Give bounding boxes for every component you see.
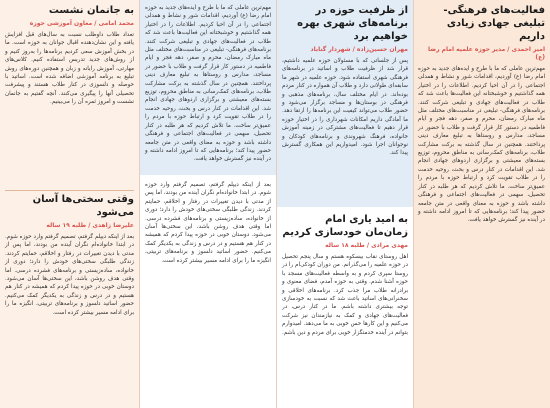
headline-cultural: فعالیت‌های فرهنگی- تبلیغی جهادی زیادی داریم <box>443 5 545 42</box>
section-rule <box>5 190 134 191</box>
byline-women: محمد امامی / معاون آموزشی حوزه <box>29 20 134 27</box>
column-divider <box>413 0 414 408</box>
column-divider <box>139 0 140 408</box>
byline-help: مهدی مرادی / طلبه ۱۸ ساله <box>325 242 408 249</box>
article-cultural <box>414 0 550 408</box>
article-hardship <box>0 184 139 408</box>
headline-women: به جانمان نشست <box>48 5 134 16</box>
column-divider <box>276 0 277 408</box>
headline-capacity: از ظرفیت حوزه در برنامه‌های شهری بهره خواهیم برد <box>297 5 408 42</box>
article-help-cont <box>140 177 276 408</box>
article-help <box>277 209 413 408</box>
body-capacity-cont: مهم‌ترین عاملی که ما با طرح و ایده‌های جدید به حوزه امام رضا (ع) آوردیم، اقدامات شور و نشاط و همدلی اجتماعی را در آن احیا کردیم. اطلاعات را در اختیار همه گذاشتیم و خوشبختانه این فعالیت‌ها باعث شد که طلاب در فعالیت‌های جهادی و تبلیغی شرکت کنند. برنامه‌های فرهنگی- تبلیغی در مناسبت‌های مختلف مثل ماه مبارک رمضان، محرم و صفر، دهه فجر و ایام فاطمیه در دستور کار قرار گرفت و طلاب با حضور در مساجد، مدارس و روستاها به تبلیغ معارف دینی پرداختند. همچنین در سال گذشته به برکت مشارکت طلاب، برنامه‌های کمک‌رسانی به مناطق محروم، توزیع بسته‌های معیشتی و برگزاری اردوهای جهادی انجام شد. این اقدامات در کنار درس و بحث، روحیه خدمت را در طلاب تقویت کرد و ارتباط حوزه با مردم را عمیق‌تر ساخت. ما تلاش کردیم که هر طلبه در کنار تحصیل، سهمی در فعالیت‌های اجتماعی و فرهنگی داشته باشد و حوزه به معنای واقعی در متن جامعه حضور پیدا کند؛ برنامه‌هایی که تا امروز ادامه داشته و در آینده نیز گسترش خواهد یافت. <box>145 5 271 163</box>
byline-cultural: امیر احمدی / مدیر حوزه علمیه امام رضا (ع) <box>428 46 545 61</box>
body-women: تعداد طلاب داوطلب نسبت به سال‌های قبل افزایش یافته و این نشان‌دهنده اقبال جوانان به حوزه است. ما در بخش آموزش سعی کردیم برنامه‌ها را به‌روز کنیم و از روش‌های جدید تدریس استفاده کنیم. کلاس‌های مهارتی، آموزش رایانه و زبان و همچنین دوره‌های روش تبلیغ به برنامه آموزشی اضافه شده است. اساتید با حوصله و دلسوزی در کنار طلاب هستند و پیشرفت تحصیلی آنها را پیگیری می‌کنند. آنچه گفتیم به جانمان نشست و امروز ثمره آن را می‌بینیم. <box>5 32 134 106</box>
column-two <box>277 0 413 408</box>
byline-capacity: مهران حسین‌زاده / شهردار گناباد <box>310 46 408 53</box>
body-help: اهل روستای نقاب بیسکوه هستم و سال پنجم تحصیل در حوزه علمیه را می‌گذرانم. من دوران کودکی‌ام را در روستا سپری کردم و به واسطه فعالیت‌های مسجد با حوزه آشنا شدم. وقتی به حوزه آمدم، فضای معنوی و برادرانه طلاب مرا جذب کرد. برنامه‌های اخلاقی و سخنرانی‌های اساتید باعث شد که نسبت به خودسازی توجه بیشتری داشته باشم. ما در کنار درس، در فعالیت‌های جهادی و کمک به نیازمندان نیز شرکت می‌کنیم و این کارها حس خوبی به ما می‌دهد. امیدوارم بتوانم در آینده خدمتگزار خوبی برای مردم و دین باشم. <box>282 254 408 336</box>
column-three <box>140 0 276 408</box>
article-women <box>0 0 139 182</box>
byline-hardship: علیرضا زاهدی / طلبه ۱۹ ساله <box>46 222 134 229</box>
body-hardship: بعد از اینکه دیپلم گرفتم، تصمیم گرفتم وارد حوزه شوم. در ابتدا خانواده‌ام نگران آینده من بودند، اما پس از مدتی با دیدن تغییرات در رفتار و اخلاقم، حمایتم کردند. زندگی طلبگی سختی‌های خودش را دارد؛ دوری از خانواده، ساده‌زیستی و برنامه‌های فشرده درسی. اما وقتی هدف روشن باشد، این سختی‌ها آسان می‌شود. دوستان خوبی در حوزه پیدا کردم که همیشه در کنار هم هستیم و در درس و زندگی به یکدیگر کمک می‌کنیم. حضور اساتید دلسوز و برنامه‌های تربیتی، انگیزه ما را برای ادامه مسیر بیشتر کرده است. <box>5 234 134 316</box>
body-cultural: مهم‌ترین عاملی که ما با طرح و ایده‌های جدید به حوزه امام رضا (ع) آوردیم، اقدامات شور و نشاط و همدلی اجتماعی را در آن احیا کردیم. اطلاعات را در اختیار همه گذاشتیم و خوشبختانه این فعالیت‌ها باعث شد که طلاب در فعالیت‌های جهادی و تبلیغی شرکت کنند. برنامه‌های فرهنگی- تبلیغی در مناسبت‌های مختلف مثل ماه مبارک رمضان، محرم و صفر، دهه فجر و ایام فاطمیه در دستور کار قرار گرفت و طلاب با حضور در مساجد، مدارس و روستاها به تبلیغ معارف دینی پرداختند. همچنین در سال گذشته به برکت مشارکت طلاب، برنامه‌های کمک‌رسانی به مناطق محروم، توزیع بسته‌های معیشتی و برگزاری اردوهای جهادی انجام شد. این اقدامات در کنار درس و بحث، روحیه خدمت را در طلاب تقویت کرد و ارتباط حوزه با مردم را عمیق‌تر ساخت. ما تلاش کردیم که هر طلبه در کنار تحصیل، سهمی در فعالیت‌های اجتماعی و فرهنگی داشته باشد و حوزه به معنای واقعی در متن جامعه حضور پیدا کند؛ برنامه‌هایی که تا امروز ادامه داشته و در آینده نیز گسترش خواهد یافت. <box>418 66 545 224</box>
column-four <box>0 0 139 408</box>
article-capacity <box>277 0 413 207</box>
body-help-cont: بعد از اینکه دیپلم گرفتم، تصمیم گرفتم وارد حوزه شوم. در ابتدا خانواده‌ام نگران آینده من بودند، اما پس از مدتی با دیدن تغییرات در رفتار و اخلاقم، حمایتم کردند. زندگی طلبگی سختی‌های خودش را دارد؛ دوری از خانواده، ساده‌زیستی و برنامه‌های فشرده درسی. اما وقتی هدف روشن باشد، این سختی‌ها آسان می‌شود. دوستان خوبی در حوزه پیدا کردم که همیشه در کنار هم هستیم و در درس و زندگی به یکدیگر کمک می‌کنیم. حضور اساتید دلسوز و برنامه‌های تربیتی، انگیزه ما را برای ادامه مسیر بیشتر کرده است. <box>145 182 271 264</box>
headline-help: به امید یاری امام زمان‌مان خودسازی کردیم <box>282 214 408 238</box>
body-capacity: پس از جلساتی که با مسئولان حوزه علمیه داشتیم، قرار شد از ظرفیت طلاب و اساتید در برنامه‌های فرهنگی شهری استفاده شود. حوزه علمیه در شهر ما سابقه‌ای طولانی دارد و طلاب آن همواره در کنار مردم بوده‌اند. در ایام مختلف سال، برنامه‌های مذهبی و فرهنگی در بوستان‌ها و مساجد برگزار می‌شود و حضور طلاب می‌تواند کیفیت این برنامه‌ها را ارتقا دهد. ما آمادگی داریم امکانات شهرداری را در اختیار حوزه قرار دهیم تا فعالیت‌های مشترکی در زمینه آموزش خانواده، فرهنگ شهروندی و برنامه‌های کودکان و نوجوانان اجرا شود. امیدواریم این همکاری گسترش پیدا کند. <box>282 58 408 157</box>
headline-hardship: وقتی سختی‌ها آسان می‌شود <box>32 194 134 218</box>
article-capacity-cont <box>140 0 276 175</box>
